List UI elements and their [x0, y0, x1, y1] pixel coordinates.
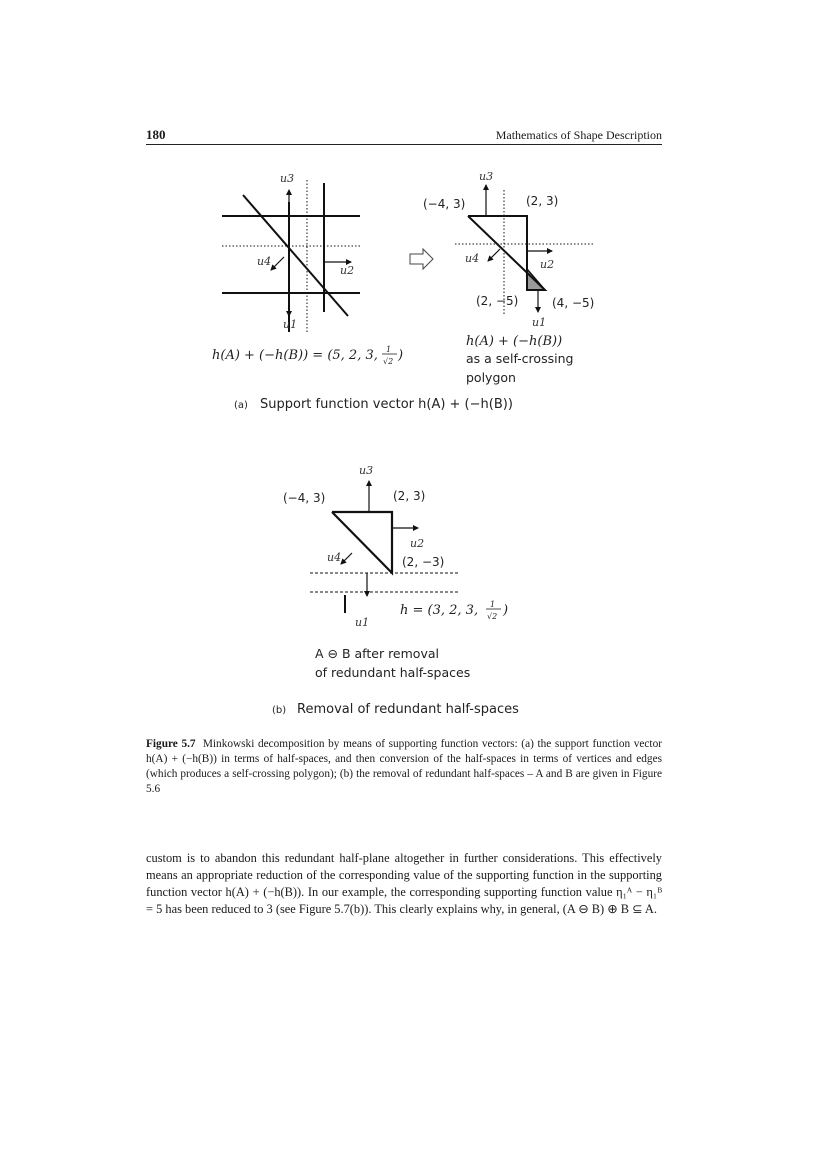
label-u3-right: u3: [479, 170, 494, 183]
label-u1: u1: [283, 318, 298, 331]
formula-fraction-denominator: √2: [383, 357, 394, 366]
vertex-top-right: (2, 3): [526, 194, 559, 208]
formula-close-paren: ): [398, 348, 404, 363]
label-u2-right: u2: [540, 258, 555, 271]
subcaption-a-tag: (a): [234, 400, 248, 411]
subcaption-a-text: Support function vector h(A) + (−h(B)): [260, 397, 513, 412]
formula-b-numerator: 1: [490, 600, 496, 609]
panel-b-polygon: [310, 481, 460, 613]
subcaption-b-text: Removal of redundant half-spaces: [297, 702, 519, 717]
label-u2-b: u2: [410, 537, 425, 550]
vertex-b-top-right: (2, 3): [393, 489, 426, 503]
vertex-b-top-left: (−4, 3): [283, 491, 326, 505]
right-caption-line3: polygon: [466, 370, 516, 385]
figure-caption-label: Figure 5.7: [146, 738, 196, 750]
label-u1-b: u1: [355, 616, 370, 629]
right-caption-formula: h(A) + (−h(B)): [466, 334, 563, 349]
vertex-bottom-right: (4, −5): [552, 296, 595, 310]
label-u3-b: u3: [359, 464, 374, 477]
label-u4-right: u4: [465, 252, 480, 265]
implication-arrow-icon: [410, 249, 433, 269]
u4-arrow-right: [488, 249, 500, 261]
vertex-top-left: (−4, 3): [423, 197, 466, 211]
vertex-bottom-left: (2, −5): [476, 294, 519, 308]
u4-arrow-b: [341, 553, 352, 564]
label-u3: u3: [280, 172, 295, 185]
body-paragraph: custom is to abandon this redundant half-plane altogether in further considerations. This effectively means an appropriate reduction of the corresponding value of the supporting function in the supporting function vector h(A) + (−h(B)). In our example, the corresponding supporting function value η₁ᴬ − η₁ᴮ = 5 has been reduced to 3 (see Figure 5.7(b)). This clearly explains why, in general, (A ⊖ B) ⊕ B ⊆ A.: [146, 851, 662, 916]
label-u4-b: u4: [327, 551, 342, 564]
formula-b: h = (3, 2, 3,: [400, 603, 479, 618]
page-number: 180: [146, 127, 166, 142]
caption-b-line2: of redundant half-spaces: [315, 665, 471, 680]
formula-support-vector: h(A) + (−h(B)) = (5, 2, 3,: [212, 348, 378, 363]
u4-arrow: [271, 257, 284, 270]
label-u4: u4: [257, 255, 272, 268]
figure-caption: [146, 737, 662, 797]
label-u1-right: u1: [532, 316, 547, 329]
panel-a-halfspace-diagram: [222, 180, 360, 332]
formula-b-close-paren: ): [503, 603, 509, 618]
label-u2: u2: [340, 264, 355, 277]
running-title: Mathematics of Shape Description: [495, 128, 662, 142]
formula-fraction-numerator: 1: [386, 345, 392, 354]
right-caption-line2: as a self-crossing: [466, 351, 574, 366]
polygon-edges: [468, 216, 545, 290]
subcaption-b-tag: (b): [272, 705, 287, 716]
formula-b-denominator: √2: [487, 612, 498, 621]
caption-b-line1: A ⊖ B after removal: [315, 646, 439, 661]
figure-caption-text: Minkowski decomposition by means of supporting function vectors: (a) the support function vector h(A) + (−h(B)) in terms of half-spaces, and then conversion of the half-spaces in terms of vertices and edges (which produces a self-crossing polygon); (b) the removal of redundant half-spaces – A and B are given in Figure 5.6: [146, 738, 662, 795]
vertex-b-bottom: (2, −3): [402, 555, 445, 569]
